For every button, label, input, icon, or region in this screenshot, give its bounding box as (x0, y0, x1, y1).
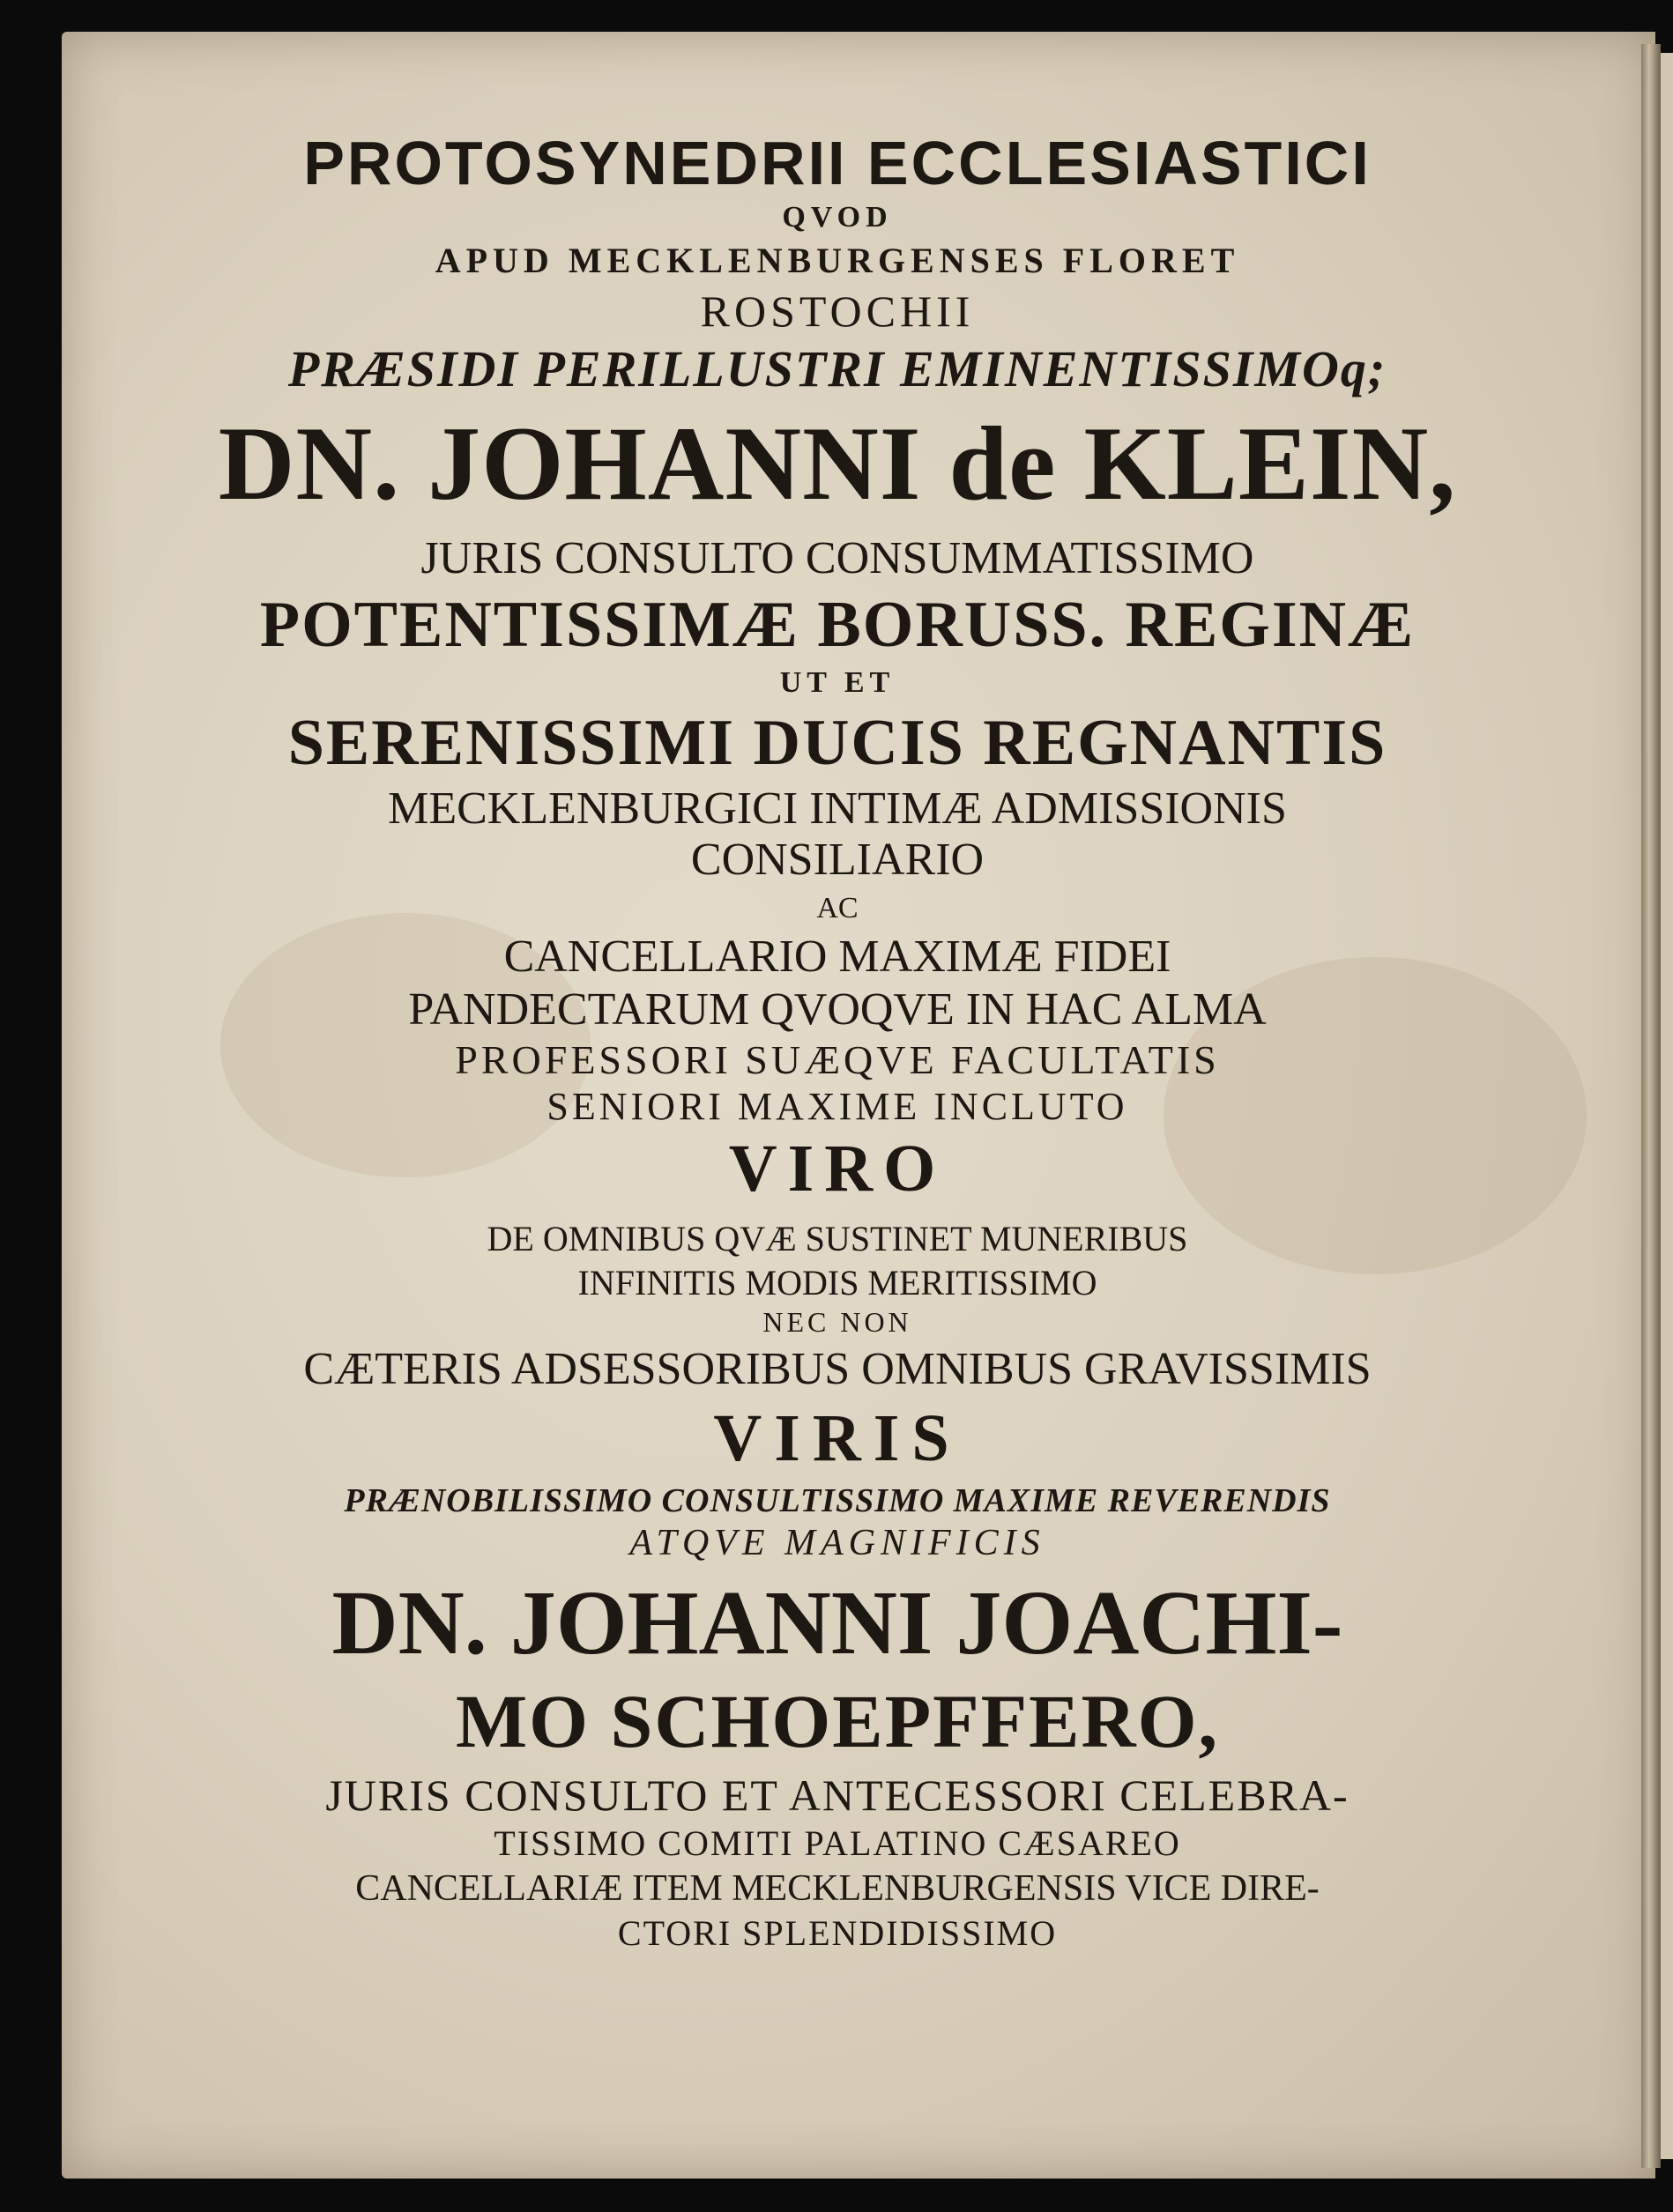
text-line: CANCELLARIÆ ITEM MECKLENBURGENSIS VICE DIRE- (355, 1868, 1320, 1909)
name-line: MO SCHOEPFFERO, (455, 1679, 1220, 1763)
book-gutter (1641, 44, 1661, 2168)
text-line: CONSILIARIO (690, 835, 985, 885)
text-line: QVOD (782, 201, 893, 234)
text-line: CÆTERIS ADSESSORIBUS OMNIBUS GRAVISSIMIS (303, 1344, 1372, 1394)
name-line: DN. JOHANNI de KLEIN, (218, 405, 1457, 522)
text-line: APUD MECKLENBURGENSES FLORET (435, 241, 1240, 280)
facing-page-edge (1661, 53, 1673, 2159)
text-line: PRÆSIDI PERILLUSTRI EMINENTISSIMOq; (287, 340, 1387, 397)
text-line: AC (816, 892, 859, 924)
text-line: NEC NON (762, 1306, 912, 1338)
heading-line: VIRIS (713, 1401, 962, 1475)
name-line: DN. JOHANNI JOACHI- (331, 1572, 1343, 1674)
text-line: ROSTOCHII (700, 286, 975, 336)
text-line: CANCELLARIO MAXIMÆ FIDEI (503, 932, 1171, 982)
heading-line: SERENISSIMI DUCIS REGNANTIS (287, 707, 1387, 779)
text-line: PROFESSORI SUÆQVE FACULTATIS (455, 1037, 1220, 1082)
text-line: CTORI SPLENDIDISSIMO (617, 1913, 1058, 1953)
text-line: INFINITIS MODIS MERITISSIMO (577, 1263, 1097, 1303)
heading-line: POTENTISSIMÆ BORUSS. REGINÆ (259, 589, 1416, 661)
text-line: MECKLENBURGICI INTIMÆ ADMISSIONIS (388, 783, 1287, 834)
text-line: PRÆNOBILISSIMO CONSULTISSIMO MAXIME REVERENDIS (344, 1482, 1331, 1519)
text-line: DE OMNIBUS QVÆ SUSTINET MUNERIBUS (487, 1219, 1188, 1258)
heading-line: PROTOSYNEDRII ECCLESIASTICI (303, 129, 1372, 197)
text-line: TISSIMO COMITI PALATINO CÆSAREO (494, 1823, 1181, 1863)
title-page-text (132, 129, 1543, 1953)
heading-line: VIRO (728, 1132, 947, 1206)
text-line: JURIS CONSULTO CONSUMMATISSIMO (420, 533, 1254, 583)
text-line: JURIS CONSULTO ET ANTECESSORI CELEBRA- (325, 1770, 1350, 1820)
text-line: UT ET (779, 666, 896, 699)
text-line: SENIORI MAXIME INCLUTO (547, 1085, 1128, 1128)
text-line: PANDECTARUM QVOQVE IN HAC ALMA (408, 984, 1267, 1035)
text-line: ATQVE MAGNIFICIS (629, 1523, 1045, 1563)
